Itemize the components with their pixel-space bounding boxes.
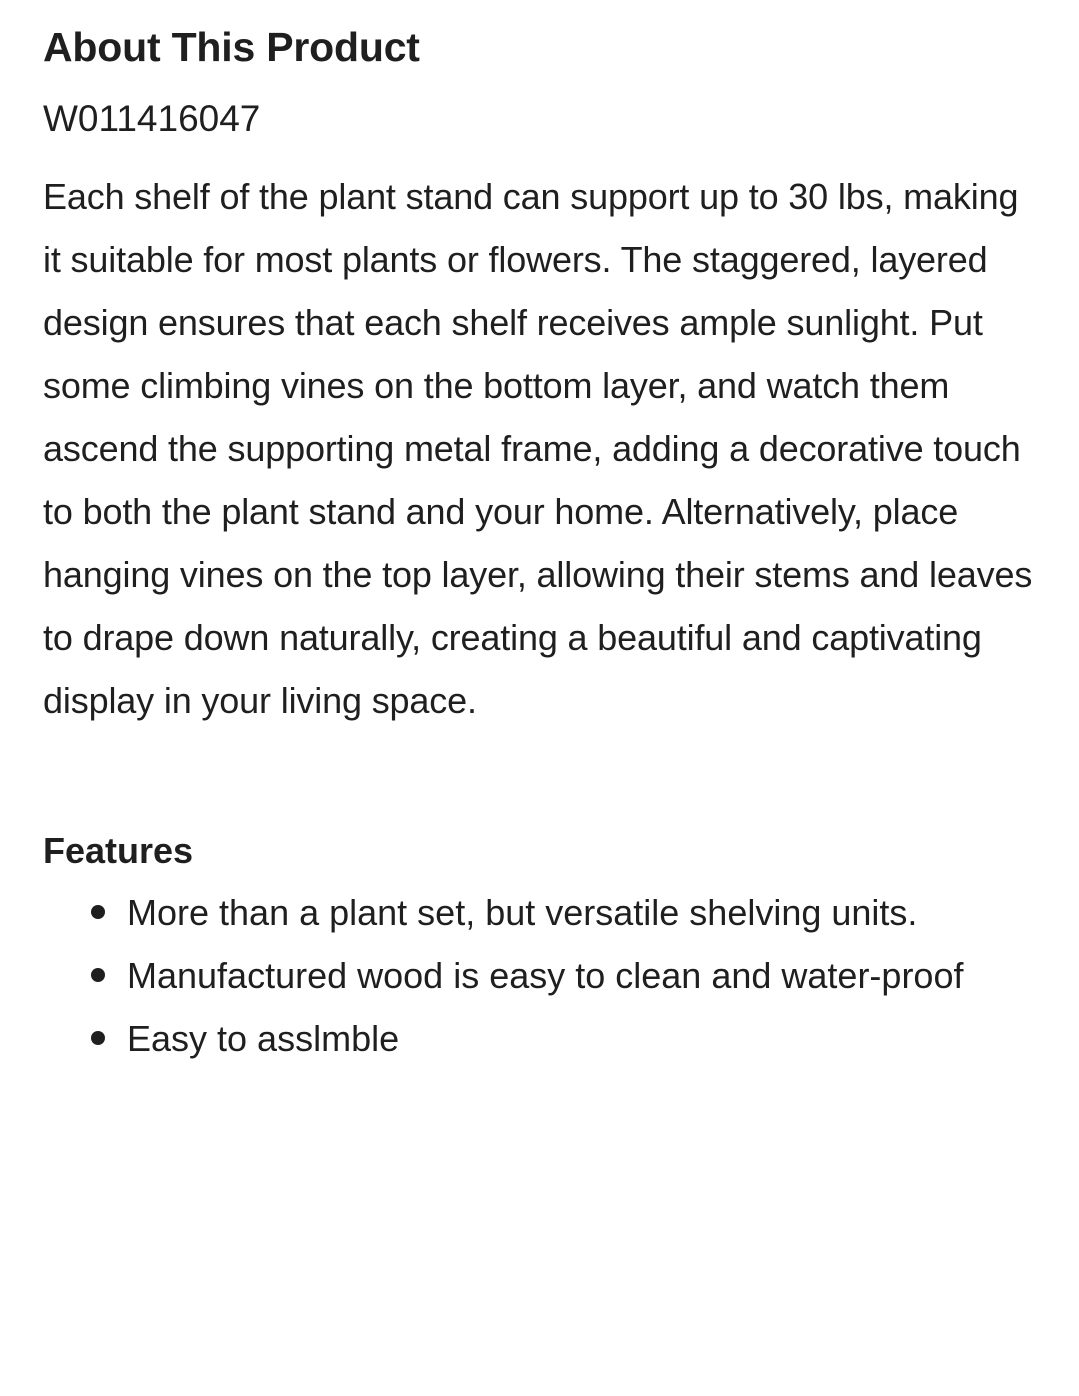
- product-details: [43, 0, 1043, 1070]
- feature-text: Manufactured wood is easy to clean and water-proof: [127, 955, 964, 996]
- section-title: About This Product: [43, 24, 420, 70]
- bullet-icon: [91, 968, 105, 982]
- feature-text: Easy to asslmble: [127, 1018, 400, 1059]
- bullet-icon: [91, 1031, 105, 1045]
- product-description: Each shelf of the plant stand can support up to 30 lbs, making it suitable for most plants or flowers. The staggered, layered design ensures that each shelf receives ample sunlight. Put some climbing vines on the bottom layer, and watch them ascend the supporting metal frame, adding a decorative touch to both the plant stand and your home. Alternatively, place hanging vines on the top layer, allowing their stems and leaves to drape down naturally, creating a beautiful and captivating display in your living space.: [43, 176, 1033, 721]
- bullet-icon: [91, 905, 105, 919]
- feature-item: [43, 1007, 987, 1070]
- product-sku: W011416047: [43, 98, 261, 139]
- features-heading: Features: [43, 830, 194, 871]
- feature-item: [43, 944, 987, 1007]
- feature-text: More than a plant set, but versatile shelving units.: [127, 892, 918, 933]
- feature-item: [43, 881, 987, 944]
- features-list: [43, 881, 1043, 1070]
